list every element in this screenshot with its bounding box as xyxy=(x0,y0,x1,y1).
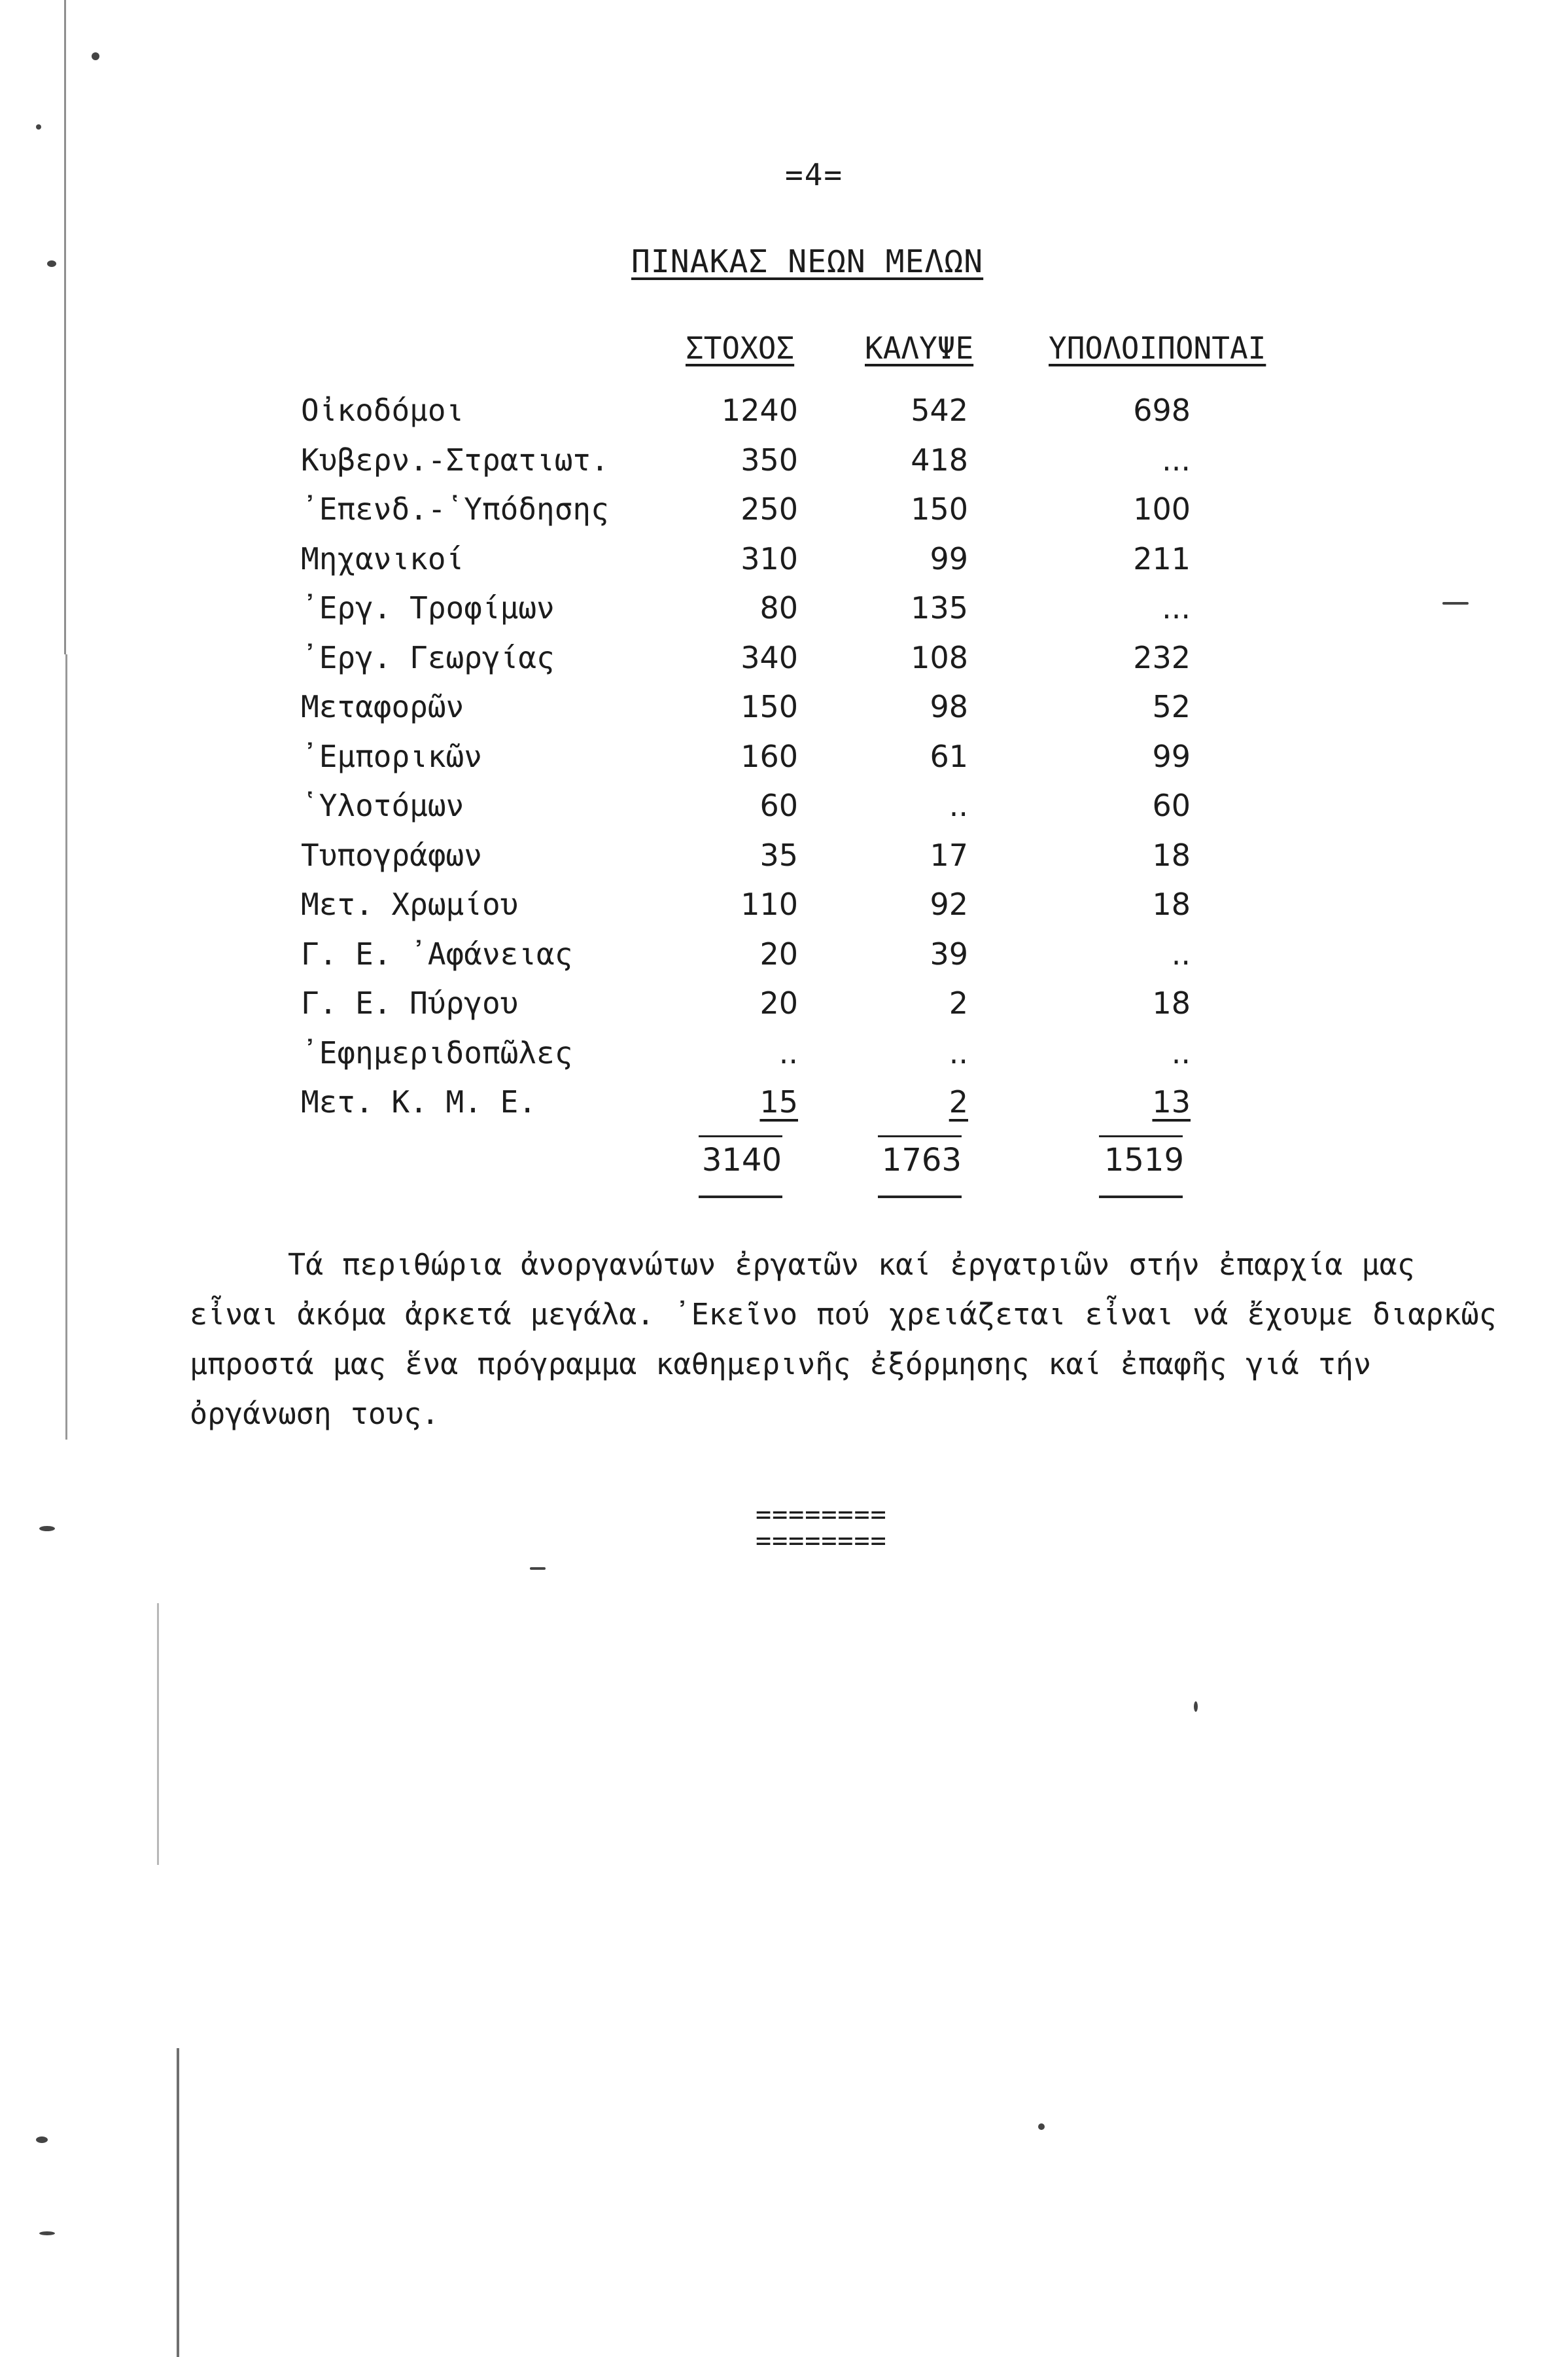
table-row xyxy=(0,491,1568,541)
row-name: Μετ. Χρωμίου xyxy=(301,887,519,922)
sum-rule xyxy=(699,1135,782,1137)
end-mark-line: ======== xyxy=(756,1500,887,1530)
row-name: Οἰκοδόμοι xyxy=(301,393,464,428)
scan-speck xyxy=(39,1526,55,1531)
row-remaining: 18 xyxy=(1152,985,1191,1021)
row-remaining: 13 xyxy=(1152,1084,1191,1120)
row-covered: 61 xyxy=(930,738,968,774)
total-rule xyxy=(1099,1196,1183,1198)
row-name: Μετ. Κ. Μ. Ε. xyxy=(301,1084,537,1120)
table-title: ΠΙΝΑΚΑΣ ΝΕΩΝ ΜΕΛΩΝ xyxy=(631,243,984,280)
row-remaining: 18 xyxy=(1152,887,1191,922)
scan-edge-line xyxy=(157,1603,159,1865)
row-covered: 150 xyxy=(911,491,968,527)
page-number: =4= xyxy=(785,157,844,192)
row-target: 60 xyxy=(759,788,798,823)
scan-speck xyxy=(1038,2123,1045,2130)
row-name: ᾽Επενδ.-῾Υπόδησης xyxy=(301,491,609,527)
row-target: 110 xyxy=(740,887,798,922)
table-row xyxy=(0,1035,1568,1085)
row-target: 20 xyxy=(759,985,798,1021)
row-remaining: 698 xyxy=(1133,393,1191,428)
row-target: 250 xyxy=(740,491,798,527)
table-row xyxy=(0,640,1568,690)
row-name: ᾽Εργ. Γεωργίας xyxy=(301,639,555,675)
row-covered: .. xyxy=(949,788,968,823)
column-header-target: ΣΤΟΧΟΣ xyxy=(686,330,795,366)
row-covered: 17 xyxy=(930,837,968,873)
table-row xyxy=(0,739,1568,789)
row-target: 340 xyxy=(740,639,798,675)
table-row xyxy=(0,887,1568,936)
row-name: ᾽Εργ. Τροφίμων xyxy=(301,590,555,626)
row-target: 150 xyxy=(740,689,798,724)
row-covered: 39 xyxy=(930,936,968,972)
row-remaining: 100 xyxy=(1133,491,1191,527)
scan-speck xyxy=(92,52,99,60)
row-target: .. xyxy=(778,1035,798,1071)
scan-speck xyxy=(530,1567,546,1570)
table-row xyxy=(0,838,1568,887)
row-covered: .. xyxy=(949,1035,968,1071)
row-target: 35 xyxy=(759,837,798,873)
table-row xyxy=(0,393,1568,442)
scan-speck xyxy=(1194,1701,1198,1712)
row-target: 160 xyxy=(740,738,798,774)
row-target: 15 xyxy=(759,1084,798,1120)
row-target: 350 xyxy=(740,442,798,478)
row-covered: 418 xyxy=(911,442,968,478)
table-row xyxy=(0,590,1568,640)
row-target: 310 xyxy=(740,541,798,576)
table-row xyxy=(0,788,1568,838)
row-covered: 2 xyxy=(949,1084,968,1120)
row-covered: 2 xyxy=(949,985,968,1021)
scan-speck xyxy=(39,2231,55,2235)
table-row xyxy=(0,541,1568,591)
members-table xyxy=(0,393,1568,1134)
row-remaining: .. xyxy=(1171,1035,1191,1071)
scan-speck xyxy=(36,124,41,130)
row-covered: 542 xyxy=(911,393,968,428)
table-row xyxy=(0,936,1568,986)
row-covered: 92 xyxy=(930,887,968,922)
sum-rule xyxy=(878,1135,962,1137)
row-name: Μηχανικοί xyxy=(301,541,464,576)
total-remaining: 1519 xyxy=(1104,1142,1184,1178)
row-remaining: 52 xyxy=(1152,689,1191,724)
row-name: ᾽Εφημεριδοπῶλες xyxy=(301,1035,573,1071)
row-name: Γ. Ε. ᾽Αφάνειας xyxy=(301,936,573,972)
table-row xyxy=(0,985,1568,1035)
row-remaining: 232 xyxy=(1133,639,1191,675)
scan-speck xyxy=(36,2136,48,2143)
row-name: Μεταφορῶν xyxy=(301,689,464,724)
end-mark-line: ======== xyxy=(756,1526,887,1556)
row-covered: 99 xyxy=(930,541,968,576)
row-covered: 98 xyxy=(930,689,968,724)
row-remaining: .. xyxy=(1171,936,1191,972)
table-row xyxy=(0,1084,1568,1134)
table-row xyxy=(0,442,1568,492)
row-covered: 135 xyxy=(911,590,968,626)
row-target: 20 xyxy=(759,936,798,972)
row-name: Κυβερν.-Στρατιωτ. xyxy=(301,442,609,478)
row-name: ῾Υλοτόμων xyxy=(301,788,464,823)
row-target: 1240 xyxy=(721,393,798,428)
scan-speck xyxy=(47,260,56,267)
row-remaining: 18 xyxy=(1152,837,1191,873)
column-header-covered: ΚΑΛΥΨΕ xyxy=(865,330,974,366)
table-row xyxy=(0,689,1568,739)
total-covered: 1763 xyxy=(881,1142,962,1178)
row-remaining: 211 xyxy=(1133,541,1191,576)
row-remaining: 99 xyxy=(1152,738,1191,774)
totals-row xyxy=(0,1142,1568,1194)
row-name: Γ. Ε. Πύργου xyxy=(301,985,519,1021)
row-covered: 108 xyxy=(911,639,968,675)
row-remaining: ... xyxy=(1162,590,1191,626)
row-name: ᾽Εμπορικῶν xyxy=(301,738,482,774)
sum-rule xyxy=(1099,1135,1183,1137)
total-rule xyxy=(878,1196,962,1198)
row-target: 80 xyxy=(759,590,798,626)
scan-edge-line xyxy=(177,2048,179,2357)
body-paragraph: Τά περιθώρια ἀνοργανώτων ἐργατῶν καί ἐργατριῶν στήν ἐπαρχία μας εἶναι ἀκόμα ἀρκετά μεγάλα. ᾽Εκεῖνο πού χρειάζεται εἶναι νά ἔχουμε διαρκῶς μπροστά μας ἕνα πρόγραμμα καθημερινῆς ἐξόρμησης καί ἐπαφῆς γιά τήν ὀργάνωση τους. xyxy=(190,1247,1497,1431)
total-rule xyxy=(699,1196,782,1198)
row-remaining: ... xyxy=(1162,442,1191,478)
column-header-remaining: ΥΠΟΛΟΙΠΟΝΤΑΙ xyxy=(1049,330,1266,366)
row-name: Τυπογράφων xyxy=(301,837,482,873)
row-remaining: 60 xyxy=(1152,788,1191,823)
total-target: 3140 xyxy=(701,1142,782,1178)
